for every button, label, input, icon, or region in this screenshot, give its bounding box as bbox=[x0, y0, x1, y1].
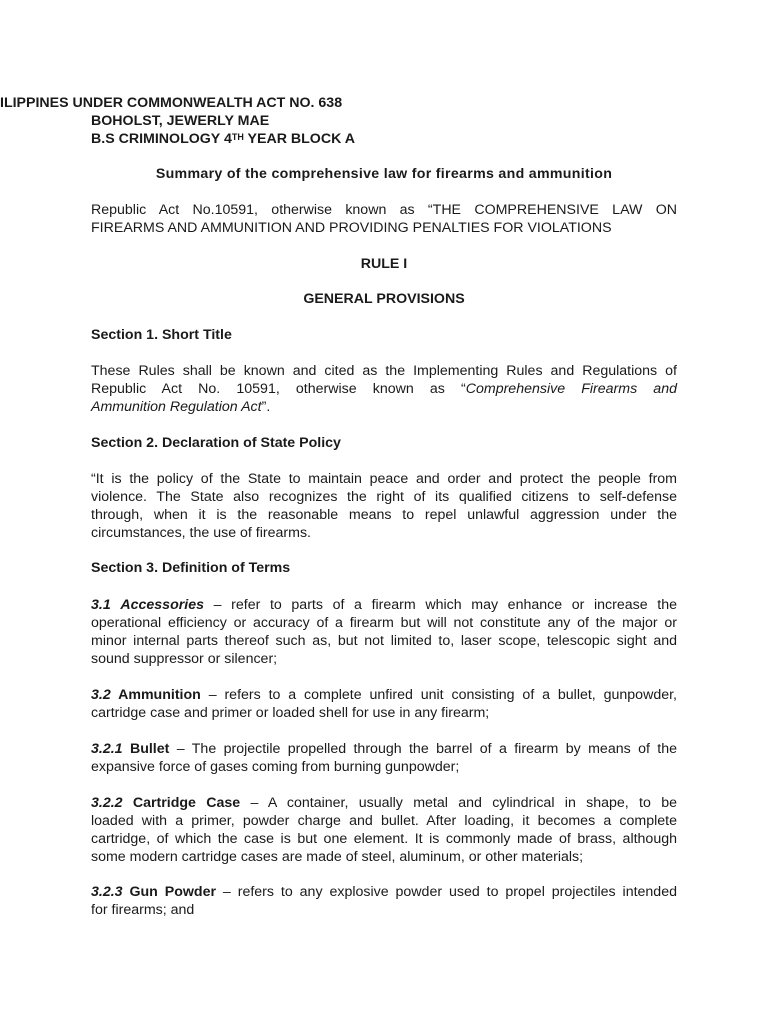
def-number: 3.2.2 bbox=[91, 795, 123, 811]
intro-line-1: Republic Act No.10591, otherwise known as “THE COMPREHENSIVE LAW ON bbox=[91, 202, 677, 218]
def-accessories-line-1 bbox=[91, 596, 677, 614]
course-suffix: YEAR BLOCK A bbox=[243, 131, 355, 147]
section-1-line-2b: Comprehensive Firearms and bbox=[465, 381, 677, 397]
def-accessories-line: sound suppressor or silencer; bbox=[91, 651, 278, 667]
course-prefix: B.S CRIMINOLOGY 4 bbox=[91, 131, 232, 147]
def-number: 3.2.3 bbox=[91, 884, 123, 900]
def-ammunition-line-1 bbox=[91, 686, 677, 704]
def-text: – The projectile propelled through the barrel of a firearm by means of the bbox=[169, 741, 677, 757]
def-bullet-line-1 bbox=[91, 740, 677, 758]
summary-title: Summary of the comprehensive law for firearms and ammunition bbox=[155, 166, 613, 182]
intro-line-2: FIREARMS AND AMMUNITION AND PROVIDING PENALTIES FOR VIOLATIONS bbox=[91, 220, 612, 236]
section-2-line: “It is the policy of the State to maintain peace and order and protect the people from bbox=[91, 471, 677, 487]
section-1-line-3 bbox=[91, 398, 677, 416]
author-name: BOHOLST, JEWERLY MAE bbox=[91, 113, 270, 129]
def-number: 3.2.1 bbox=[91, 741, 123, 757]
section-1-line-2 bbox=[91, 380, 677, 398]
section-2-heading: Section 2. Declaration of State Policy bbox=[91, 435, 341, 451]
def-bullet-line: expansive force of gases coming from burning gunpowder; bbox=[91, 759, 460, 775]
rule-heading: RULE I bbox=[360, 256, 408, 272]
def-cartridge-line: loaded with a primer, powder charge and bullet. After loading, it becomes a complete bbox=[91, 813, 677, 829]
section-1-line-1: These Rules shall be known and cited as the Implementing Rules and Regulations of bbox=[91, 363, 677, 379]
section-1-line-2a: Republic Act No. 10591, otherwise known as “ bbox=[91, 381, 466, 397]
general-provisions-heading: GENERAL PROVISIONS bbox=[303, 291, 465, 307]
def-cartridge-line-1 bbox=[91, 794, 677, 812]
section-2-line: through, when it is the reasonable means to repel unlawful aggression under the bbox=[91, 507, 677, 523]
def-text: – refers to a complete unfired unit consisting of a bullet, gunpowder, bbox=[200, 687, 677, 703]
def-term: Ammunition bbox=[118, 687, 201, 703]
def-term: Bullet bbox=[129, 741, 170, 757]
def-cartridge-line: cartridge, of which the case is but one element. It is commonly made of brass, although bbox=[91, 831, 677, 847]
def-text: – refer to parts of a firearm which may enhance or increase the bbox=[203, 597, 677, 613]
section-2-line: circumstances, the use of firearms. bbox=[91, 525, 311, 541]
def-number: 3.2 bbox=[91, 687, 111, 703]
def-number: 3.1 bbox=[91, 597, 111, 613]
course-superscript: TH bbox=[231, 132, 244, 142]
def-accessories-line: minor internal parts thereof such as, but not limited to, laser scope, telescopic sight and bbox=[91, 633, 677, 649]
def-term: Accessories bbox=[120, 597, 204, 613]
section-1-line-3a: Ammunition Regulation Act bbox=[91, 399, 262, 415]
header-act-line: ILIPPINES UNDER COMMONWEALTH ACT NO. 638 bbox=[0, 95, 343, 111]
def-gunpowder-line: for firearms; and bbox=[91, 902, 195, 918]
def-accessories-line: operational efficiency or accuracy of a firearm but will not constitute any of the major or bbox=[91, 615, 677, 631]
course-line bbox=[91, 130, 355, 148]
def-cartridge-line: some modern cartridge cases are made of steel, aluminum, or other materials; bbox=[91, 849, 584, 865]
def-gunpowder-line-1 bbox=[91, 883, 677, 901]
section-1-line-3b: ”. bbox=[261, 399, 271, 415]
section-2-line: violence. The State also recognizes the right of its qualified citizens to self-defense bbox=[91, 489, 677, 505]
def-text: – A container, usually metal and cylindrical in shape, to be bbox=[240, 795, 677, 811]
def-ammunition-line: cartridge case and primer or loaded shell for use in any firearm; bbox=[91, 705, 490, 721]
def-term: Gun Powder bbox=[129, 884, 217, 900]
def-text: – refers to any explosive powder used to propel projectiles intended bbox=[216, 884, 677, 900]
def-term: Cartridge Case bbox=[132, 795, 241, 811]
section-3-heading: Section 3. Definition of Terms bbox=[91, 560, 291, 576]
section-1-heading: Section 1. Short Title bbox=[91, 327, 232, 343]
